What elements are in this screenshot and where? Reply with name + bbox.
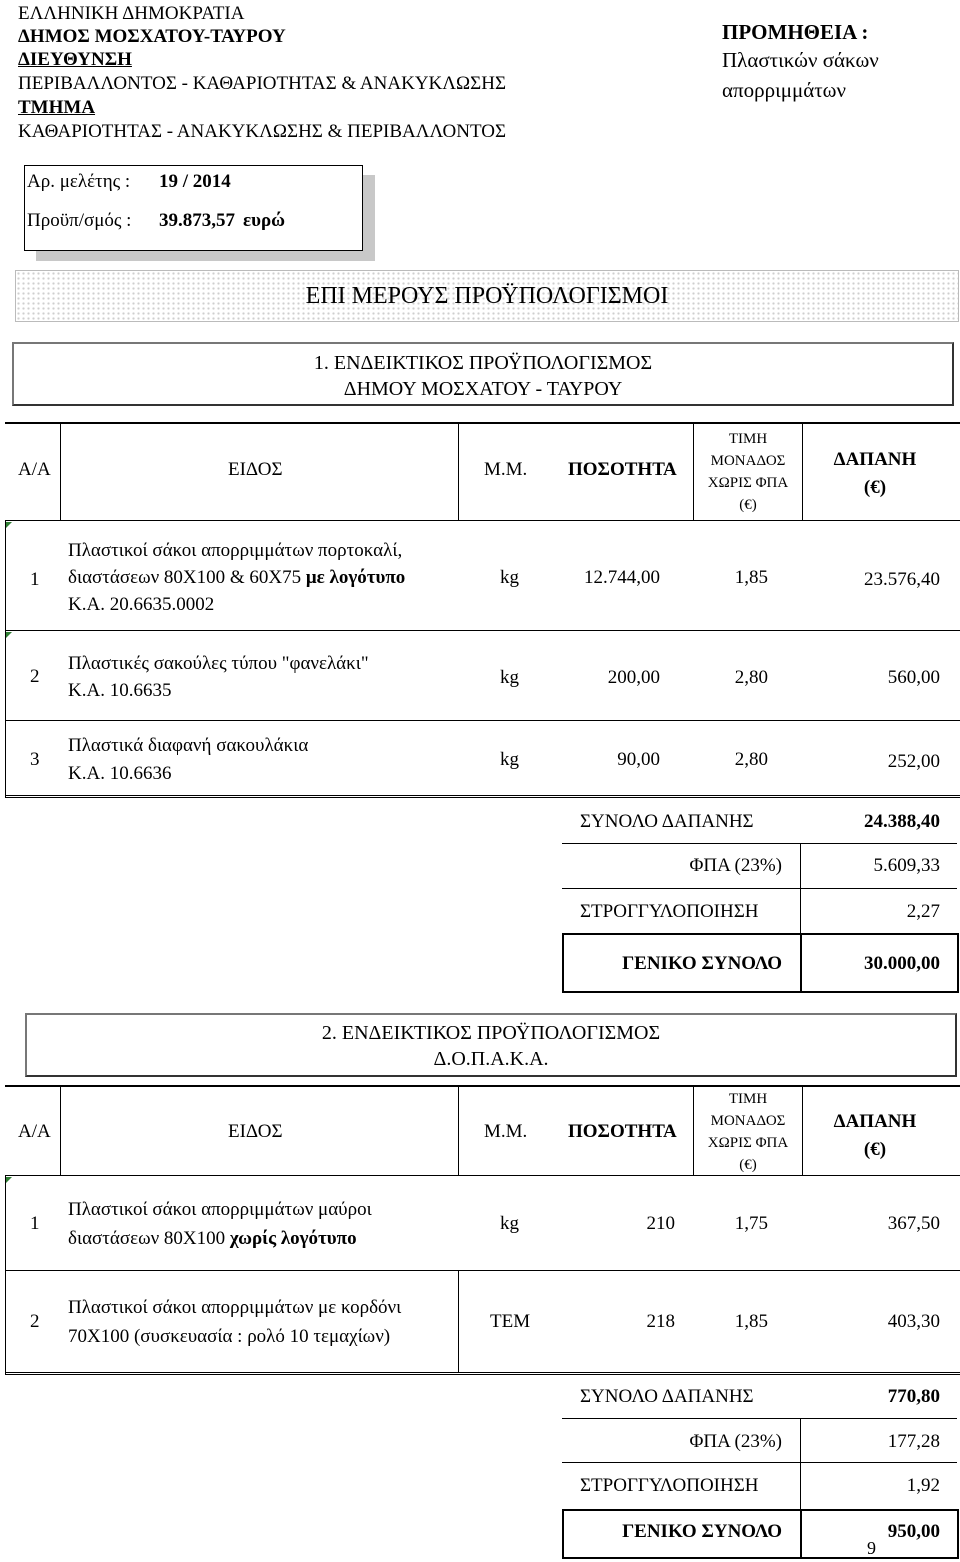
section2-title-box xyxy=(25,1013,957,1077)
s1-rounding-label: ΣΤΡΟΓΓΥΛΟΠΟΙΗΣΗ xyxy=(580,901,759,922)
s2-rounding-value: 1,92 xyxy=(906,1475,940,1496)
s1-row3-desc-1: Πλαστικά διαφανή σακουλάκια xyxy=(68,735,309,756)
s2-vat-value: 177,28 xyxy=(887,1431,940,1452)
s1-row2-cost: 560,00 xyxy=(887,667,940,688)
section1-title-box xyxy=(12,342,954,406)
s2-col-aa-header: Α/Α xyxy=(18,1121,51,1142)
col-price-header-4: (€) xyxy=(739,497,757,513)
s1-row2-aa: 2 xyxy=(30,666,40,687)
directorate-label: ΔΙΕΥΘΥΝΣΗ xyxy=(18,49,132,70)
section-banner xyxy=(15,270,959,322)
s1-rounding-value: 2,27 xyxy=(906,901,940,922)
budget-unit: ευρώ xyxy=(243,210,286,231)
s2-rounding-label: ΣΤΡΟΓΓΥΛΟΠΟΙΗΣΗ xyxy=(580,1475,759,1496)
s2-col-cost-header-1: ΔΑΠΑΝΗ xyxy=(833,1111,917,1132)
s2-row2-unit: ΤΕΜ xyxy=(490,1311,531,1332)
col-item-header: ΕΙΔΟΣ xyxy=(228,459,283,480)
s1-row2-desc-1: Πλαστικές σακούλες τύπου "φανελάκι" xyxy=(68,653,369,674)
supply-title-line1: Πλαστικών σάκων xyxy=(722,48,879,72)
section2-table-top xyxy=(5,1085,960,1087)
s2-col-unit-header: Μ.Μ. xyxy=(484,1121,528,1142)
department-label: ΤΜΗΜΑ xyxy=(18,97,96,118)
col-cost-header xyxy=(820,446,930,502)
s2-row1-desc-2a: διαστάσεων 80Χ100 xyxy=(68,1228,230,1249)
directorate-name: ΠΕΡΙΒΑΛΛΟΝΤΟΣ - ΚΑΘΑΡΙΟΤΗΤΑΣ & ΑΝΑΚΥΚΛΩΣΗΣ xyxy=(18,73,506,94)
col-qty-header: ΠΟΣΟΤΗΤΑ xyxy=(568,459,677,480)
s1-row1-unit: kg xyxy=(500,567,519,588)
s2-col-price-header-4: (€) xyxy=(739,1157,757,1173)
country-name: ΕΛΛΗΝΙΚΗ ΔΗΜΟΚΡΑΤΙΑ xyxy=(18,3,245,24)
s2-col-price-header xyxy=(693,1088,803,1176)
col-price-header xyxy=(693,428,803,516)
s1-row3-unit: kg xyxy=(500,749,519,770)
s2-col-price-header-1: ΤΙΜΗ xyxy=(728,1091,768,1107)
supply-label: ΠΡΟΜΗΘΕΙΑ : xyxy=(722,20,869,44)
s2-row2-desc-1: Πλαστικοί σάκοι απορριμμάτων με κορδόνι xyxy=(68,1297,402,1318)
s2-row2-aa: 2 xyxy=(30,1311,40,1332)
s1-vat-value: 5.609,33 xyxy=(873,855,940,876)
s1-vat-label: ΦΠΑ (23%) xyxy=(689,855,782,876)
col-aa-header: Α/Α xyxy=(18,459,51,480)
s1-row1-desc-1: Πλαστικοί σάκοι απορριμμάτων πορτοκαλί, xyxy=(68,540,403,561)
s1-row1-desc-2b: με λογότυπο xyxy=(305,567,406,588)
s1-row1-aa: 1 xyxy=(30,569,40,590)
s1-row3-price: 2,80 xyxy=(734,749,768,770)
s1-row3-aa: 3 xyxy=(30,749,40,770)
section1-table-top xyxy=(5,422,960,424)
s1-subtotal-value: 24.388,40 xyxy=(864,811,940,832)
study-number-label: Αρ. μελέτης : xyxy=(27,171,131,192)
s2-row1-unit: kg xyxy=(500,1213,519,1234)
s1-row2-price: 2,80 xyxy=(734,667,768,688)
s2-row1-desc-2 xyxy=(68,1225,357,1253)
section2-title-line2: Δ.Ο.Π.Α.Κ.Α. xyxy=(433,1048,549,1070)
s2-row2-cost: 403,30 xyxy=(887,1311,940,1332)
section2-title-line1: 2. ΕΝΔΕΙΚΤΙΚΟΣ ΠΡΟΫΠΟΛΟΓΙΣΜΟΣ xyxy=(321,1022,661,1044)
s2-col-cost-header xyxy=(820,1108,930,1164)
s1-row3-desc-2: Κ.Α. 10.6636 xyxy=(68,763,172,784)
s1-row3-qty: 90,00 xyxy=(617,749,660,770)
s2-subtotal-value: 770,80 xyxy=(887,1386,940,1407)
col-unit-header: Μ.Μ. xyxy=(484,459,528,480)
department-name: ΚΑΘΑΡΙΟΤΗΤΑΣ - ΑΝΑΚΥΚΛΩΣΗΣ & ΠΕΡΙΒΑΛΛΟΝΤΟΣ xyxy=(18,121,506,142)
s2-col-qty-header: ΠΟΣΟΤΗΤΑ xyxy=(568,1121,677,1142)
section1-title-line2: ΔΗΜΟΥ ΜΟΣΧΑΤΟΥ - ΤΑΥΡΟΥ xyxy=(343,378,623,400)
budget-label: Προϋπ/σμός : xyxy=(27,210,132,231)
s1-row1-desc-2 xyxy=(68,564,405,592)
s1-row1-qty: 12.744,00 xyxy=(584,567,660,588)
s1-row2-unit: kg xyxy=(500,667,519,688)
municipality-name: ΔΗΜΟΣ ΜΟΣΧΑΤΟΥ-ΤΑΥΡΟΥ xyxy=(18,26,286,47)
s2-col-item-header: ΕΙΔΟΣ xyxy=(228,1121,283,1142)
s2-col-price-header-3: ΧΩΡΙΣ ΦΠΑ xyxy=(707,1135,789,1151)
s1-row1-cost: 23.576,40 xyxy=(864,569,940,590)
col-price-header-1: ΤΙΜΗ xyxy=(728,431,768,447)
col-cost-header-2: (€) xyxy=(863,477,887,498)
s1-row2-desc-2: Κ.Α. 10.6635 xyxy=(68,680,172,701)
s2-subtotal-label: ΣΥΝΟΛΟ ΔΑΠΑΝΗΣ xyxy=(580,1386,754,1407)
col-price-header-3: ΧΩΡΙΣ ΦΠΑ xyxy=(707,475,789,491)
s2-row2-qty: 218 xyxy=(646,1311,675,1332)
s2-row2-price: 1,85 xyxy=(734,1311,768,1332)
s1-grand-total-value: 30.000,00 xyxy=(864,953,940,974)
s1-grand-total-label: ΓΕΝΙΚΟ ΣΥΝΟΛΟ xyxy=(622,953,782,974)
s1-row3-cost: 252,00 xyxy=(887,751,940,772)
s2-row2-desc-2: 70Χ100 (συσκευασία : ρολό 10 τεμαχίων) xyxy=(68,1326,391,1347)
s1-subtotal-label: ΣΥΝΟΛΟ ΔΑΠΑΝΗΣ xyxy=(580,811,754,832)
budget-value: 39.873,57 xyxy=(159,210,235,231)
study-info-box xyxy=(24,165,363,251)
col-price-header-2: ΜΟΝΑΔΟΣ xyxy=(710,453,786,469)
s2-row1-price: 1,75 xyxy=(734,1213,768,1234)
s2-vat-label: ΦΠΑ (23%) xyxy=(689,1431,782,1452)
s2-row1-desc-2b: χωρίς λογότυπο xyxy=(229,1228,357,1249)
s2-row1-aa: 1 xyxy=(30,1213,40,1234)
s1-row1-desc-2a: διαστάσεων 80Χ100 & 60Χ75 xyxy=(68,567,306,588)
s2-row1-cost: 367,50 xyxy=(887,1213,940,1234)
s2-col-cost-header-2: (€) xyxy=(863,1139,887,1160)
section1-title-line1: 1. ΕΝΔΕΙΚΤΙΚΟΣ ΠΡΟΫΠΟΛΟΓΙΣΜΟΣ xyxy=(313,352,653,374)
s1-row1-desc-3: Κ.Α. 20.6635.0002 xyxy=(68,594,215,615)
s1-row2-qty: 200,00 xyxy=(607,667,660,688)
supply-title-line2: απορριμμάτων xyxy=(722,78,846,102)
s2-row1-qty: 210 xyxy=(646,1213,675,1234)
study-number-value: 19 / 2014 xyxy=(159,171,231,192)
s1-row1-price: 1,85 xyxy=(734,567,768,588)
s2-col-price-header-2: ΜΟΝΑΔΟΣ xyxy=(710,1113,786,1129)
s2-row1-desc-1: Πλαστικοί σάκοι απορριμμάτων μαύροι xyxy=(68,1199,372,1220)
col-cost-header-1: ΔΑΠΑΝΗ xyxy=(833,449,917,470)
s2-grand-total-value: 950,00 xyxy=(887,1521,940,1542)
s2-grand-total-label: ΓΕΝΙΚΟ ΣΥΝΟΛΟ xyxy=(622,1521,782,1542)
page-number: 9 xyxy=(867,1538,876,1558)
banner-title: ΕΠΙ ΜΕΡΟΥΣ ΠΡΟΫΠΟΛΟΓΙΣΜΟΙ xyxy=(305,283,669,309)
